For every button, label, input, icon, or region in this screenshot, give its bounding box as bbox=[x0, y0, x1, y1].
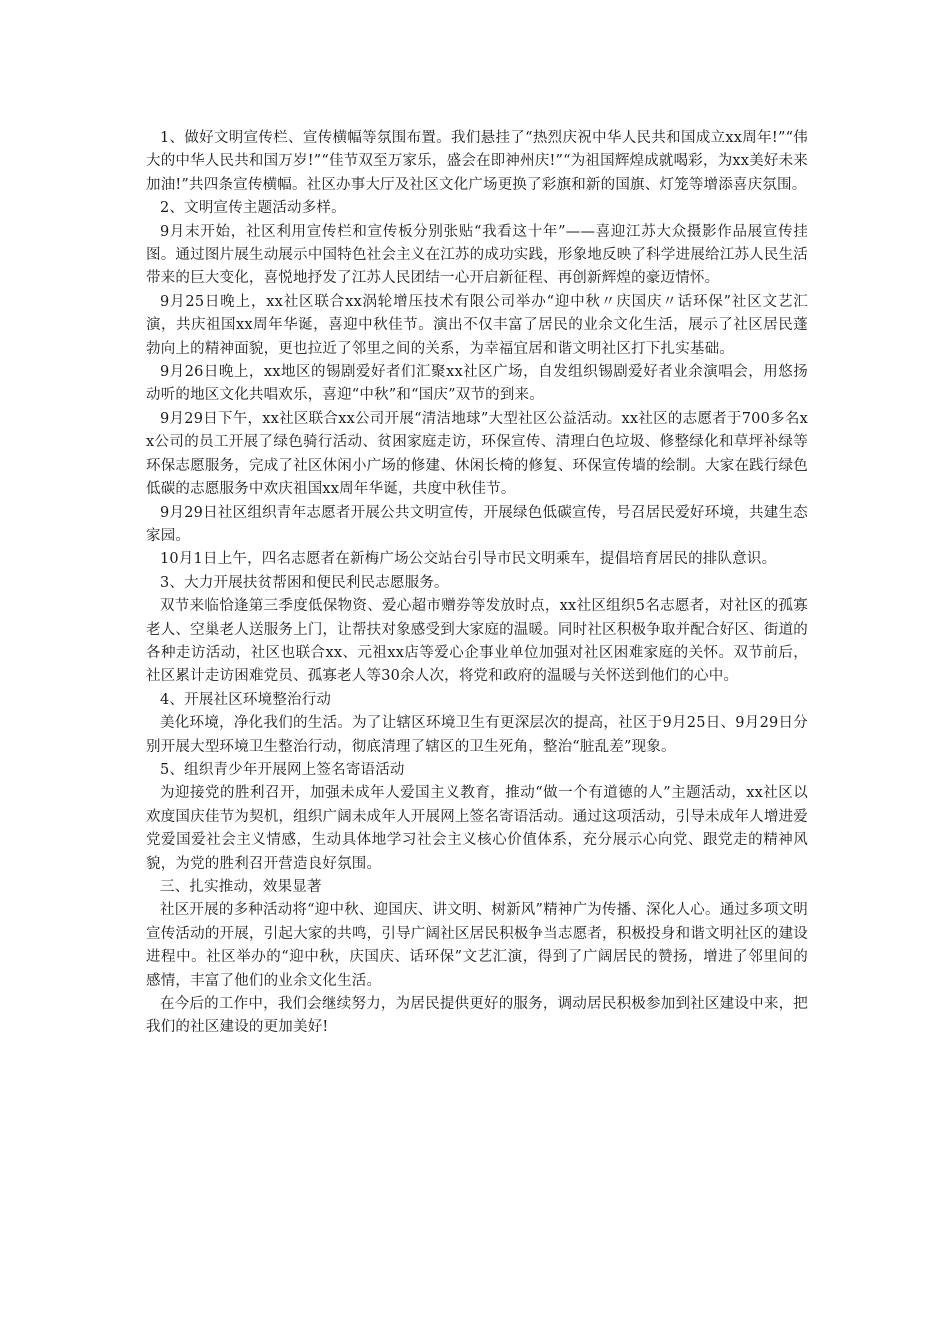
paragraph: 9月末开始，社区利用宣传栏和宣传板分别张贴“我看这十年”——喜迎江苏大众摄影作品展宣传挂图。通过图片展生动展示中国特色社会主义在江苏的成功实践，形象地反映了科学进展给江苏人民生活带来的巨大变化，喜悦地抒发了江苏人民团结一心开启新征程、再创新辉煌的豪迈情怀。 bbox=[146, 223, 808, 287]
document-body bbox=[146, 127, 808, 1040]
section-heading: 5、组织青少年开展网上签名寄语活动 bbox=[160, 761, 405, 778]
section-heading: 三、扎实推动，效果显著 bbox=[160, 879, 322, 895]
paragraph: 10月1日上午，四名志愿者在新梅广场公交站台引导市民文明乘车，提倡培育居民的排队意识。 bbox=[160, 551, 777, 568]
paragraph: 1、做好文明宣传栏、宣传横幅等氛围布置。我们悬挂了“热烈庆祝中华人民共和国成立xx周年!”“伟大的中华人民共和国万岁!”“佳节双至万家乐，盛会在即神州庆!”“为祖国辉煌成就喝彩，为xx美好未来加油!”共四条宣传横幅。社区办事大厅及社区文化广场更换了彩旗和新的国旗、灯笼等增添喜庆氛围。 bbox=[146, 130, 808, 193]
section-heading: 2、文明宣传主题活动多样。 bbox=[160, 200, 346, 217]
paragraph: 社区开展的多种活动将“迎中秋、迎国庆、讲文明、树新风”精神广为传播、深化人心。通过多项文明宣传活动的开展，引起大家的共鸣，引导广阔社区居民积极争当志愿者，积极投身和谐文明社区的建设进程中。社区举办的“迎中秋，庆国庆、话环保”文艺汇演，得到了广阔居民的赞扬，增进了邻里间的感情，丰富了他们的业余文化生活。 bbox=[146, 902, 808, 989]
paragraph: 为迎接党的胜利召开，加强未成年人爱国主义教育，推动“做一个有道德的人”主题活动，xx社区以欢度国庆佳节为契机，组织广阔未成年人开展网上签名寄语活动。通过这项活动，引导未成年人增进爱党爱国爱社会主义情感，生动具体地学习社会主义核心价值体系，充分展示心向党、跟党走的精神风貌，为党的胜利召开营造良好氛围。 bbox=[146, 785, 808, 872]
paragraph: 美化环境，净化我们的生活。为了让辖区环境卫生有更深层次的提高，社区于9月25日、9月29日分别开展大型环境卫生整治行动，彻底清理了辖区的卫生死角，整治“脏乱差”现象。 bbox=[146, 715, 808, 755]
paragraph: 在今后的工作中，我们会继续努力，为居民提供更好的服务，调动居民积极参加到社区建设中来，把我们的社区建设的更加美好! bbox=[146, 996, 808, 1036]
paragraph: 9月26日晚上，xx地区的锡剧爱好者们汇聚xx社区广场，自发组织锡剧爱好者业余演唱会，用悠扬动听的地区文化共唱欢乐，喜迎“中秋”和“国庆”双节的到来。 bbox=[146, 364, 808, 404]
section-heading: 3、大力开展扶贫帮困和便民利民志愿服务。 bbox=[160, 574, 449, 591]
section-heading: 4、开展社区环境整治行动 bbox=[160, 691, 332, 708]
paragraph: 9月25日晚上，xx社区联合xx涡轮增压技术有限公司举办“迎中秋〃庆国庆〃话环保”社区文艺汇演，共庆祖国xx周年华诞，喜迎中秋佳节。演出不仅丰富了居民的业余文化生活，展示了社区居民蓬勃向上的精神面貌，更也拉近了邻里之间的关系，为幸福宜居和谐文明社区打下扎实基础。 bbox=[146, 293, 808, 357]
paragraph: 9月29日下午，xx社区联合xx公司开展“清洁地球”大型社区公益活动。xx社区的志愿者于700多名xx公司的员工开展了绿色骑行活动、贫困家庭走访，环保宣传、清理白色垃圾、修整绿化和草坪补绿等环保志愿服务，完成了社区休闲小广场的修建、休闲长椅的修复、环保宣传墙的绘制。大家在践行绿色低碳的志愿服务中欢庆祖国xx周年华诞，共度中秋佳节。 bbox=[146, 410, 808, 498]
paragraph: 9月29日社区组织青年志愿者开展公共文明宣传，开展绿色低碳宣传，号召居民爱好环境，共建生态家园。 bbox=[146, 504, 808, 544]
paragraph: 双节来临恰逢第三季度低保物资、爱心超市赠券等发放时点，xx社区组织5名志愿者，对社区的孤寡老人、空巢老人送服务上门，让帮扶对象感受到大家庭的温暖。同时社区积极争取并配合好区、街道的各种走访活动，社区也联合xx、元祖xx店等爱心企事业单位加强对社区困难家庭的关怀。双节前后，社区累计走访困难党员、孤寡老人等30余人次，将党和政府的温暖与关怀送到他们的心中。 bbox=[146, 598, 808, 685]
